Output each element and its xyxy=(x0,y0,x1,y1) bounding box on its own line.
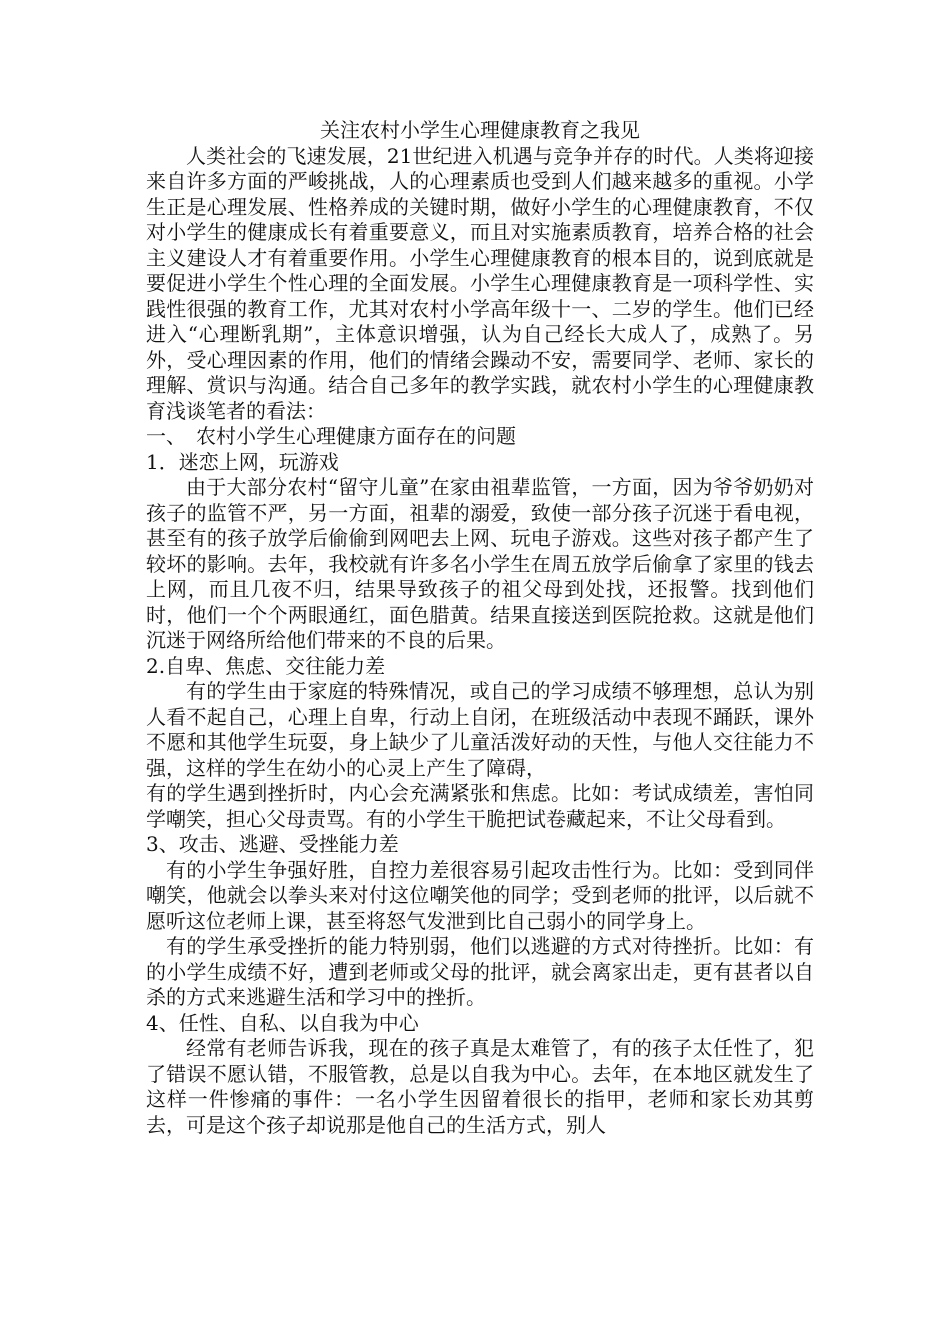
item3-paragraph-2: 有的学生承受挫折的能力特别弱，他们以逃避的方式对待挫折。比如：有的小学生成绩不好，遭到老师或父母的批评，就会离家出走，更有甚者以自杀的方式来逃避生活和学习中的挫折。 xyxy=(146,934,814,1009)
item2-paragraph-2: 有的学生遇到挫折时，内心会充满紧张和焦虑。比如：考试成绩差，害怕同学嘲笑，担心父母责骂。有的小学生干脆把试卷藏起来，不让父母看到。 xyxy=(146,781,814,831)
document-body xyxy=(146,118,814,1138)
intro-paragraph: 人类社会的飞速发展，21世纪进入机遇与竞争并存的时代。人类将迎接来自许多方面的严峻挑战，人的心理素质也受到人们越来越多的重视。小学生正是心理发展、性格养成的关键时期，做好小学生的心理健康教育，不仅对小学生的健康成长有着重要意义，而且对实施素质教育，培养合格的社会主义建设人才有着重要作用。小学生心理健康教育的根本目的，说到底就是要促进小学生个性心理的全面发展。小学生心理健康教育是一项科学性、实践性很强的教育工作，尤其对农村小学高年级十一、二岁的学生。他们已经进入“心理断乳期”，主体意识增强，认为自己经长大成人了，成熟了。另外，受心理因素的作用，他们的情绪会躁动不安，需要同学、老师、家长的理解、赏识与沟通。结合自己多年的教学实践，就农村小学生的心理健康教育浅谈笔者的看法： xyxy=(146,143,814,423)
item1-heading: 1．迷恋上网，玩游戏 xyxy=(146,449,339,474)
item4-heading: 4、任性、自私、以自我为中心 xyxy=(146,1010,419,1035)
item1-paragraph: 由于大部分农村“留守儿童”在家由祖辈监管，一方面，因为爷爷奶奶对孩子的监管不严，另一方面，祖辈的溺爱，致使一部分孩子沉迷于看电视，甚至有的孩子放学后偷偷到网吧去上网、玩电子游戏。这些对孩子都产生了较坏的影响。去年，我校就有许多名小学生在周五放学后偷拿了家里的钱去上网，而且几夜不归，结果导致孩子的祖父母到处找，还报警。找到他们时，他们一个个两眼通红，面色腊黄。结果直接送到医院抢救。这就是他们沉迷于网络所给他们带来的不良的后果。 xyxy=(146,475,814,652)
document-title: 关注农村小学生心理健康教育之我见 xyxy=(320,118,640,142)
item3-paragraph-1: 有的小学生争强好胜，自控力差很容易引起攻击性行为。比如：受到同伴嘲笑，他就会以拳头来对付这位嘲笑他的同学；受到老师的批评，以后就不愿听这位老师上课，甚至将怒气发泄到比自己弱小的同学身上。 xyxy=(146,857,814,933)
section1-heading: 一、 农村小学生心理健康方面存在的问题 xyxy=(146,424,516,448)
item3-heading: 3、攻击、逃避、受挫能力差 xyxy=(146,832,399,856)
item2-paragraph-1: 有的学生由于家庭的特殊情况，或自己的学习成绩不够理想，总认为别人看不起自己，心理上自卑，行动上自闭，在班级活动中表现不踊跃，课外不愿和其他学生玩耍，身上缺少了儿童活泼好动的天性，与他人交往能力不强，这样的学生在幼小的心灵上产生了障碍， xyxy=(146,679,814,780)
item4-paragraph: 经常有老师告诉我，现在的孩子真是太难管了，有的孩子太任性了，犯了错误不愿认错，不服管教，总是以自我为中心。去年，在本地区就发生了这样一件惨痛的事件：一名小学生因留着很长的指甲，老师和家长劝其剪去，可是这个孩子却说那是他自己的生活方式，别人 xyxy=(146,1036,814,1137)
item2-heading: 2.自卑、焦虑、交往能力差 xyxy=(146,653,386,678)
